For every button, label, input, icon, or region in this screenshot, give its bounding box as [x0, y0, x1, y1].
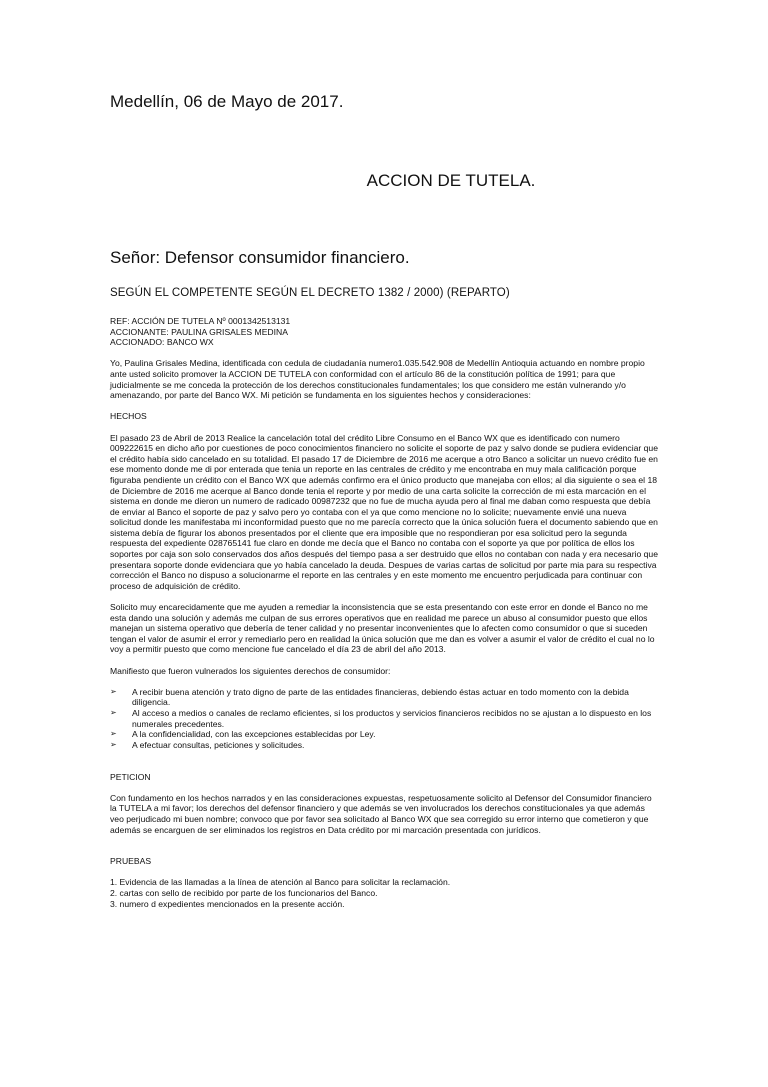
addressee: Señor: Defensor consumidor financiero.	[110, 248, 410, 267]
pruebas-heading: PRUEBAS	[110, 856, 152, 867]
arrow-bullet-icon: ➢	[110, 686, 117, 696]
document-body	[110, 316, 658, 909]
peticion-paragraph: Con fundamento en los hechos narrados y en las consideraciones expuestas, respetuosamente solicito al Defensor del Consumidor financiero la TUTELA a mi favor; los derechos del defensor financiero y que además se ven involucrados los derechos constitucionales ya que además veo perjudicado mi buen nombre; convoco que por favor sea solicitado al Banco WX que sea corregido su error interno que cometieron y que además se encarguen de ser eliminados los registros en Data crédito por mi marcación presentada con jurídicos.	[110, 792, 652, 835]
list-item	[110, 687, 658, 708]
list-item-text: Al acceso a medios o canales de reclamo eficientes, si los productos y servicios financieros recibidos no se ajustan a lo dispuesto en los numerales precedentes.	[132, 707, 652, 729]
list-item	[110, 708, 658, 729]
place-date: Medellín, 06 de Mayo de 2017.	[110, 92, 344, 111]
arrow-bullet-icon: ➢	[110, 707, 117, 717]
list-item-text: A recibir buena atención y trato digno de parte de las entidades financieras, debiendo éstas actuar en todo momento con la debida diligencia.	[132, 686, 629, 708]
reference-block	[110, 316, 658, 348]
hechos-paragraph-2: Solicito muy encarecidamente que me ayuden a remediar la inconsistencia que se esta presentando con este error en donde el Banco no me esta dando una solución y además me culpan de sus errores operativos que en realidad me parece un abuso al consumidor puesto que ellos manejan un sistema operativo que debería de tener calidad y no presentar inconvenientes que lo afecten como consumidor o que si suceden tengan el valor de asumir el error y remediarlo pero en realidad la única solución que me dan es volver a asumir el valor de crédito el cual no lo voy a permitir puesto que como mencione fue cancelado el día 23 de abril del año 2013.	[110, 602, 655, 655]
competent-line: SEGÚN EL COMPETENTE SEGÚN EL DECRETO 1382 / 2000) (REPARTO)	[110, 287, 510, 299]
list-item	[110, 729, 658, 740]
peticion-heading: PETICION	[110, 771, 151, 782]
ref-defendant: ACCIONADO: BANCO WX	[110, 337, 214, 348]
ref-plaintiff: ACCIONANTE: PAULINA GRISALES MEDINA	[110, 326, 288, 337]
intro-paragraph: Yo, Paulina Grisales Medina, identificada con cedula de ciudadanía numero1.035.542.908 de Medellín Antioquia actuando en nombre propio ante usted solicito promover la ACCION DE TUTELA con conformidad con el artículo 86 de la constitución política de 1991; para que judicialmente se me conceda la protección de los derechos constitucionales fundamentales; los que considero me están vulnerando y/o amenazando, por parte del Banco WX. Mi petición se fundamenta en los siguientes hechos y consideraciones:	[110, 358, 645, 401]
hechos-paragraph-3: Manifiesto que fueron vulnerados los siguientes derechos de consumidor:	[110, 665, 391, 676]
list-item: 1. Evidencia de las llamadas a la línea de atención al Banco para solicitar la reclamación.	[110, 877, 451, 888]
list-item-text: A efectuar consultas, peticiones y solicitudes.	[132, 739, 305, 750]
hechos-paragraph-1: El pasado 23 de Abril de 2013 Realice la cancelación total del crédito Libre Consumo en el Banco WX que es identificado con numero 009222615 en dicho año por cuestiones de poco conocimientos financiero no solicite el soporte de paz y salvo donde se pudiera evidenciar que el crédito había sido cancelado en su totalidad. El pasado 17 de Diciembre de 2016 me acerque a otro Banco a solicitar un nuevo crédito fue en ese momento donde me di por enterada que tenia un reporte en las centrales de crédito y me encontraba en muy mala calificación porque figuraba pendiente un crédito con el Banco WX que además confirmo era el único producto que manejaba con ellos; al dia siguiente o sea el 18 de Diciembre de 2016 me acerque al Banco donde tenia el reporte y por medio de una carta solicite la corrección de mi esta marcación en el sistema en donde me dieron un numero de radicado 00987232 que no fue de mucha ayuda pero al final me daban como respuesta que debía de enviar al Banco el soporte de paz y salvo pero yo contaba con el ya que como mencione no lo solicite; nuevamente envié una nueva solicitud donde les manifestaba mi inconformidad puesto que no me parecía correcto que la única solución fuera el documento sabiendo que en sistema debía de figurar los abonos presentados por el cliente que era imposible que no respondieran por esa solicitud pero la segunda respuesta del expediente 028765141 fue claro en donde me decía que el Banco no contaba con el soporte ya que por política de ellos los soportes por caja son solo conservados dos años después del tiempo pasa a ser destruido que ellos no contaban con nada y era necesario que presentara soporte donde evidenciara que yo había cancelado la deuda. Despues de varias cartas de solicitud por parte mia para su respectiva corrección el Banco no dispuso a solucionarme el reporte en las centrales y en este momento me encuentro perjudicada para continuar con proceso de adquisición de crédito.	[110, 432, 658, 591]
document-title: ACCION DE TUTELA.	[366, 171, 536, 190]
list-item	[110, 740, 658, 751]
hechos-heading: HECHOS	[110, 411, 147, 422]
rights-list	[110, 687, 658, 751]
ref-number: REF: ACCIÓN DE TUTELA Nº 0001342513131	[110, 316, 291, 326]
list-item: 3. numero d expedientes mencionados en la presente acción.	[110, 898, 345, 909]
list-item-text: A la confidencialidad, con las excepciones establecidas por Ley.	[132, 729, 376, 740]
arrow-bullet-icon: ➢	[110, 729, 117, 739]
list-item: 2. cartas con sello de recibido por parte de los funcionarios del Banco.	[110, 888, 378, 899]
pruebas-list	[110, 877, 658, 909]
arrow-bullet-icon: ➢	[110, 739, 117, 749]
